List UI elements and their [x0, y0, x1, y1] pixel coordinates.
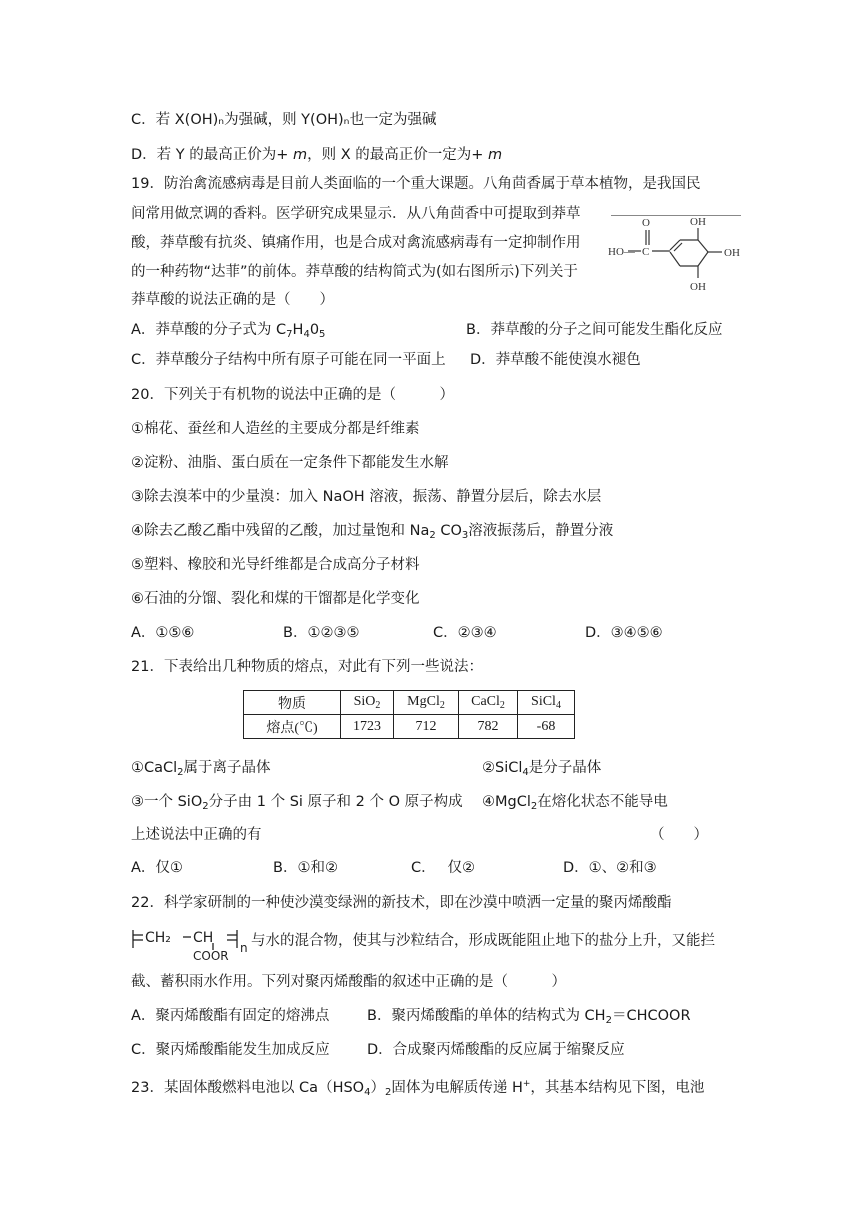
q21-stem: 21．下表给出几种物质的熔点，对此有下列一些说法： — [131, 659, 483, 675]
poly-n: n — [240, 941, 248, 955]
q22-stem-line2: 与水的混合物，使其与沙粒结合，形成既能阻止地下的盐分上升，又能拦 — [251, 933, 715, 949]
q20-statement-5: ⑤塑料、橡胶和光导纤维都是合成高分子材料 — [131, 557, 420, 573]
q22-stem-line3: 截、蓄积雨水作用。下列对聚丙烯酸酯的叙述中正确的是（ ） — [131, 974, 566, 990]
q20-statement-6: ⑥石油的分馏、裂化和煤的干馏都是化学变化 — [131, 591, 420, 607]
table-row — [244, 715, 575, 739]
q18-option-c: C．若 X(OH)ₙ为强碱，则 Y(OH)ₙ也一定为强碱 — [131, 112, 437, 128]
q19-option-a: A．莽草酸的分子式为 $C_7H_40_5$ — [131, 322, 326, 340]
q20-statement-4: ④除去乙酸乙酯中残留的乙酸，加过量饱和 $Na_2$ $CO_3$溶液振荡后，静置分液 — [131, 523, 614, 541]
q20-option-b: B．①②③⑤ — [283, 625, 360, 641]
table-header-cell: SiCl$_4$ — [518, 691, 575, 715]
shikimic-acid-structure — [608, 214, 748, 292]
q20-option-c: C．②③④ — [433, 625, 497, 641]
q20-statement-3: ③除去溴苯中的少量溴：加入 NaOH 溶液，振荡、静置分层后，除去水层 — [131, 489, 602, 505]
table-cell: 熔点(℃) — [244, 715, 341, 739]
q22-stem-line1: 22．科学家研制的一种使沙漠变绿洲的新技术，即在沙漠中喷洒一定量的聚丙烯酸酯 — [131, 895, 672, 911]
q19-stem-line4: 的一种药物“达菲”的前体。莽草酸的结构简式为(如右图所示)下列关于 — [131, 264, 578, 280]
poly-ch: CH — [193, 930, 214, 946]
q19-stem-line3: 酸，莽草酸有抗炎、镇痛作用，也是合成对禽流感病毒有一定抑制作用 — [131, 235, 581, 251]
q19-stem-line1: 19．防治禽流感病毒是目前人类面临的一个重大课题。八角茴香属于草本植物，是我国民 — [131, 176, 701, 192]
fig-oh-right: OH — [724, 247, 740, 259]
table-header-cell: SiO$_2$ — [341, 691, 394, 715]
q21-statement-1: ①CaCl$_2$属于离子晶体 — [131, 760, 271, 778]
q21-option-a: A．仅① — [131, 860, 183, 876]
q22-option-c: C．聚丙烯酸酯能发生加成反应 — [131, 1042, 330, 1058]
q21-option-c: C． 仅② — [411, 860, 475, 876]
table-header-cell: 物质 — [244, 691, 341, 715]
poly-ch2: CH₂ — [145, 930, 171, 946]
q21-statement-3: ③一个 SiO$_2$分子由 1 个 Si 原子和 2 个 O 原子构成 — [131, 794, 463, 812]
q23-stem: 23．某固体酸燃料电池以 $Ca(HSO_4)_2$固体为电解质传递 H+，其基本结构见下图，电池 — [131, 1079, 705, 1098]
table-header-cell: CaCl$_2$ — [459, 691, 518, 715]
table-cell: 1723 — [341, 715, 394, 739]
q19-stem-line5: 莽草酸的说法正确的是（ ） — [131, 292, 334, 308]
q21-statement-2: ②SiCl$_4$是分子晶体 — [482, 760, 602, 778]
q20-option-d: D．③④⑤⑥ — [585, 625, 663, 641]
table-cell: 782 — [459, 715, 518, 739]
q21-answer-paren: （ ） — [650, 827, 708, 843]
q21-option-b: B．①和② — [273, 860, 338, 876]
q20-stem: 20．下列关于有机物的说法中正确的是（ ） — [131, 387, 454, 403]
q19-stem-line2: 间常用做烹调的香料。医学研究成果显示．从八角茴香中可提取到莽草 — [131, 206, 581, 222]
table-row — [244, 691, 575, 715]
q21-ask: 上述说法中正确的有 — [131, 827, 262, 843]
fig-oh-top: OH — [690, 216, 706, 228]
table-cell: -68 — [518, 715, 575, 739]
q22-option-a: A．聚丙烯酸酯有固定的熔沸点 — [131, 1008, 330, 1024]
q20-option-a: A．①⑤⑥ — [131, 625, 195, 641]
q22-option-d: D．合成聚丙烯酸酯的反应属于缩聚反应 — [367, 1042, 625, 1058]
q19-option-c: C．莽草酸分子结构中所有原子可能在同一平面上 — [131, 352, 446, 368]
fig-o-label: O — [642, 217, 650, 229]
table-cell: 712 — [394, 715, 459, 739]
table-header-cell: MgCl$_2$ — [394, 691, 459, 715]
q20-statement-2: ②淀粉、油脂、蛋白质在一定条件下都能发生水解 — [131, 455, 449, 471]
polyacrylate-formula — [131, 922, 251, 962]
q19-option-d: D．莽草酸不能使溴水褪色 — [470, 352, 641, 368]
fig-ho-label: HO— — [608, 246, 635, 258]
q20-statement-1: ①棉花、蚕丝和人造丝的主要成分都是纤维素 — [131, 421, 420, 437]
poly-coor: COOR — [193, 949, 229, 962]
q19-option-b: B．莽草酸的分子之间可能发生酯化反应 — [466, 322, 723, 338]
melting-point-table — [243, 690, 575, 739]
q22-option-b: B．聚丙烯酸酯的单体的结构式为 $CH_2=CHCOOR$ — [367, 1008, 691, 1026]
q21-statement-4: ④MgCl$_2$在熔化状态不能导电 — [482, 794, 668, 812]
q18-option-d: D．若 Y 的最高正价为+ m，则 X 的最高正价一定为+ m — [131, 147, 503, 163]
q21-option-d: D．①、②和③ — [563, 860, 657, 876]
fig-c-label: C — [642, 246, 650, 258]
fig-oh-bottom: OH — [690, 281, 706, 292]
